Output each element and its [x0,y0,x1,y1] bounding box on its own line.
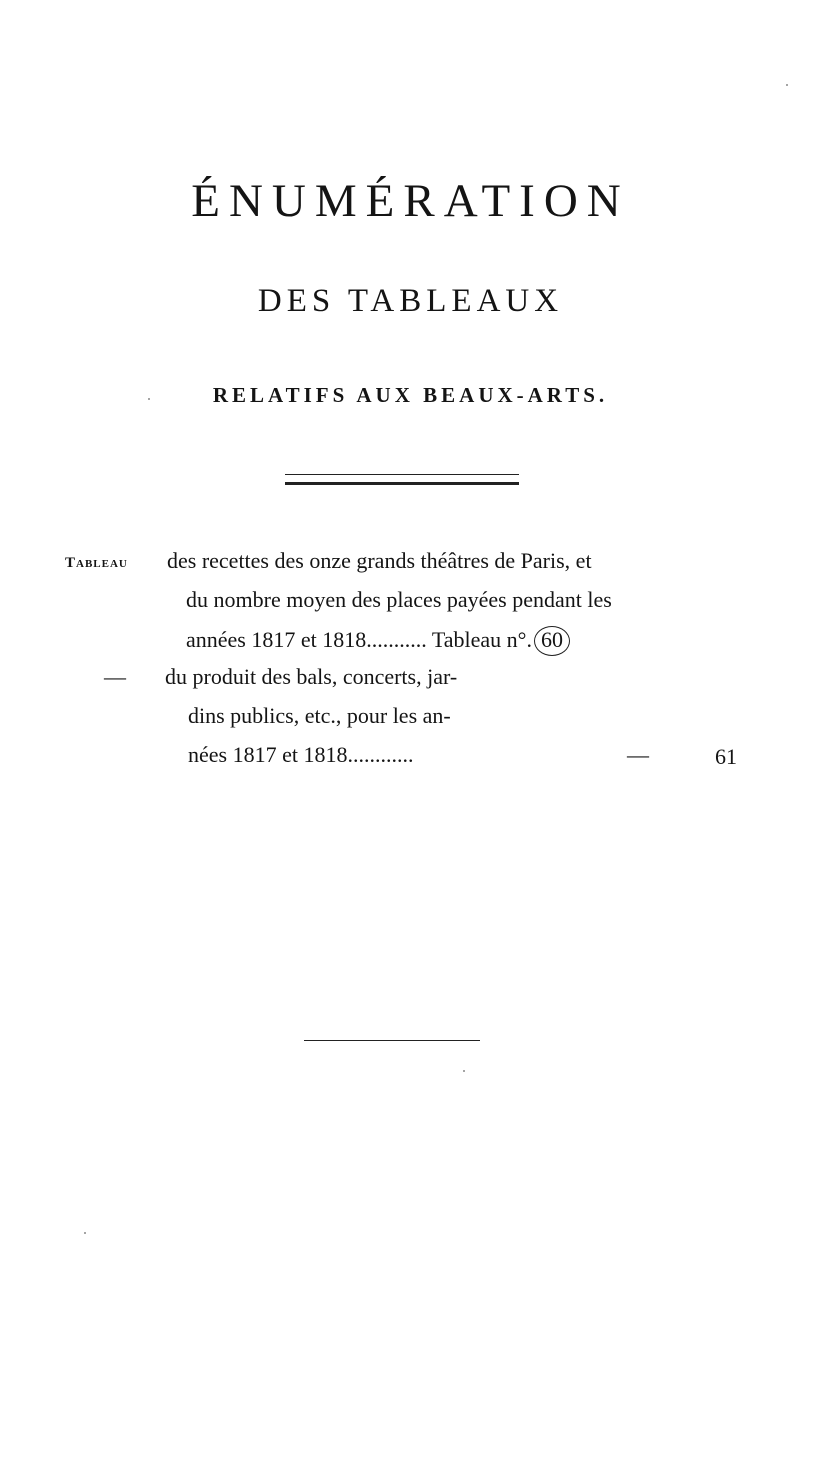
entry-line-3-text: années 1817 et 1818........... Tableau n°. [186,627,532,652]
paper-speck [786,84,788,86]
entry-line-2: du nombre moyen des places payées pendant les [186,587,612,612]
entry-lead-word: Tableau [65,555,128,571]
page-subtitle-secondary: RELATIFS AUX BEAUX-ARTS. [212,383,609,407]
entry-line-1: des recettes des onze grands théâtres de Paris, et [167,548,592,573]
entry-line-4: du produit des bals, concerts, jar- [165,664,458,689]
paper-speck [148,398,150,400]
ditto-dash: — [104,664,126,689]
page-title: ÉNUMÉRATION [191,175,630,227]
entry-line-5: dins publics, etc., pour les an- [188,703,451,728]
ditto-dash-table: — [627,742,649,767]
entry-line-3 [186,626,570,656]
single-rule-divider [304,1040,480,1041]
page-subtitle: DES TABLEAUX [257,283,564,319]
table-number-61: 61 [715,744,737,769]
double-rule-divider [285,474,519,485]
entry-line-6: nées 1817 et 1818............ [188,742,414,767]
paper-speck [84,1232,86,1234]
paper-speck [463,1070,465,1072]
circled-table-number: 60 [534,626,570,656]
